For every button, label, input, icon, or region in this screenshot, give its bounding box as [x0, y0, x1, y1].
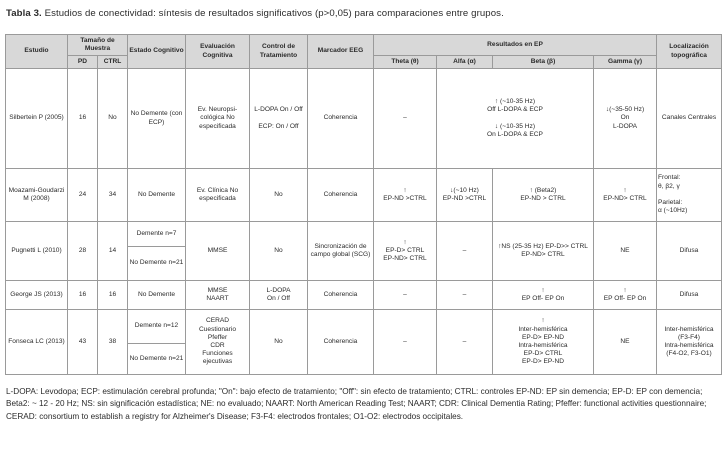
cell-alfa: –	[437, 281, 493, 310]
cell-alfa: –	[437, 310, 493, 375]
cell-alfa: –	[437, 222, 493, 281]
cell-evaluacion: CERAD Cuestionario Pfeffer CDR Funciones ejecutivas	[186, 310, 250, 375]
cell-estudio: Fonseca LC (2013)	[6, 310, 68, 375]
table-row	[6, 69, 722, 169]
cell-beta: ↑ Inter-hemisférica EP-D> EP-ND Intra-hemisférica EP-D> CTRL EP-D> EP-ND	[493, 310, 594, 375]
header-theta: Theta (θ)	[374, 56, 437, 69]
cell-control: L-DOPA On / Off	[250, 281, 308, 310]
cell-theta: –	[374, 281, 437, 310]
cell-pd: 43	[68, 310, 98, 375]
cell-ctrl: 14	[98, 222, 128, 281]
cell-estado-no-demente: No Demente n=21	[128, 344, 186, 375]
cell-pd: 28	[68, 222, 98, 281]
cell-control: L-DOPA On / Off ECP: On / Off	[250, 69, 308, 169]
cell-estado: No Demente	[128, 281, 186, 310]
cell-evaluacion: Ev. Neuropsi-cológica No especificada	[186, 69, 250, 169]
cell-ctrl: 34	[98, 169, 128, 222]
cell-beta: ↑NS (25-35 Hz) EP-D>> CTRL EP-ND> CTRL	[493, 222, 594, 281]
cell-control: No	[250, 222, 308, 281]
header-tamano: Tamaño de Muestra	[68, 35, 128, 56]
cell-evaluacion: MMSE	[186, 222, 250, 281]
cell-ctrl: 38	[98, 310, 128, 375]
header-evaluacion: Evaluación Cognitiva	[186, 35, 250, 69]
cell-gamma: ↑ EP Off- EP On	[594, 281, 657, 310]
header-estado: Estado Cognitivo	[128, 35, 186, 69]
table-footnote: L-DOPA: Levodopa; ECP: estimulación cerebral profunda; "On": bajo efecto de tratamiento; "Off": sin efecto de tratamiento; CTRL: controles EP-ND: EP sin demencia; EP-D: EP con demencia; Beta2: ~ 12 - 20 Hz; NS: sin significación estadística; NE: no evaluado; NAART: North American Reading Test; NAART; CDR: Clinical Dementia Rating; Pfeffer: functional activities questionnaire; CERAD: consortium to establish a registry for Alzheimer's Disease; F3-F4: electrodos frontales; O1-O2: electrodos occipitales.	[6, 387, 707, 421]
cell-pd: 24	[68, 169, 98, 222]
table-row	[6, 222, 722, 247]
cell-estudio: Silbertein P (2005)	[6, 69, 68, 169]
cell-control: No	[250, 169, 308, 222]
cell-gamma: NE	[594, 310, 657, 375]
cell-localizacion: Difusa	[657, 222, 722, 281]
cell-localizacion: Frontal: θ, β2, γ Parietal: α (~10Hz)	[657, 169, 722, 222]
cell-localizacion: Inter-hemisférica (F3-F4) Intra-hemisférica (F4-O2, F3-O1)	[657, 310, 722, 375]
cell-marcador: Coherencia	[308, 169, 374, 222]
cell-marcador: Sincronización de campo global (SCG)	[308, 222, 374, 281]
cell-marcador: Coherencia	[308, 310, 374, 375]
cell-evaluacion: MMSE NAART	[186, 281, 250, 310]
cell-localizacion: Canales Centrales	[657, 69, 722, 169]
cell-beta: ↑ (Beta2) EP-ND > CTRL	[493, 169, 594, 222]
header-beta: Beta (β)	[493, 56, 594, 69]
header-control: Control de Tratamiento	[250, 35, 308, 69]
cell-estudio: Pugnetti L (2010)	[6, 222, 68, 281]
cell-ctrl: 16	[98, 281, 128, 310]
table-row	[6, 281, 722, 310]
cell-alfa: ↓(~10 Hz) EP-ND >CTRL	[437, 169, 493, 222]
cell-alfa-beta: ↑ (~10-35 Hz) Off L-DOPA & ECP ↓ (~10-35 Hz) On L-DOPA & ECP	[437, 69, 594, 169]
caption-text: Estudios de conectividad: síntesis de resultados significativos (p>0,05) para comparaciones entre grupos.	[41, 8, 504, 19]
header-alfa: Alfa (α)	[437, 56, 493, 69]
cell-localizacion: Difusa	[657, 281, 722, 310]
cell-estudio: George JS (2013)	[6, 281, 68, 310]
cell-gamma: NE	[594, 222, 657, 281]
cell-marcador: Coherencia	[308, 69, 374, 169]
cell-pd: 16	[68, 281, 98, 310]
cell-estado-demente: Demente n=12	[128, 310, 186, 344]
table-row	[6, 310, 722, 344]
cell-theta: ↑ EP-ND >CTRL	[374, 169, 437, 222]
header-marcador: Marcador EEG	[308, 35, 374, 69]
cell-evaluacion: Ev. Clínica No especificada	[186, 169, 250, 222]
cell-gamma: ↓(~35-50 Hz) On L-DOPA	[594, 69, 657, 169]
cell-control: No	[250, 310, 308, 375]
header-resultados: Resultados en EP	[374, 35, 657, 56]
cell-estado-no-demente: No Demente n=21	[128, 247, 186, 281]
header-pd: PD	[68, 56, 98, 69]
cell-pd: 16	[68, 69, 98, 169]
cell-estado: No Demente (con ECP)	[128, 69, 186, 169]
header-gamma: Gamma (γ)	[594, 56, 657, 69]
table-row	[6, 169, 722, 222]
cell-beta: ↑ EP Off- EP On	[493, 281, 594, 310]
cell-marcador: Coherencia	[308, 281, 374, 310]
cell-theta: –	[374, 69, 437, 169]
caption-label: Tabla 3.	[6, 8, 42, 19]
header-ctrl: CTRL	[98, 56, 128, 69]
cell-theta: –	[374, 310, 437, 375]
header-localizacion: Localización topográfica	[657, 35, 722, 69]
cell-ctrl: No	[98, 69, 128, 169]
results-table	[5, 34, 722, 375]
cell-estado: No Demente	[128, 169, 186, 222]
cell-theta: ↑ EP-D> CTRL EP-ND> CTRL	[374, 222, 437, 281]
cell-estado-demente: Demente n=7	[128, 222, 186, 247]
header-estudio: Estudio	[6, 35, 68, 69]
table-caption	[6, 8, 504, 19]
cell-gamma: ↑ EP-ND> CTRL	[594, 169, 657, 222]
cell-estudio: Moazami-Goudarzi M (2008)	[6, 169, 68, 222]
